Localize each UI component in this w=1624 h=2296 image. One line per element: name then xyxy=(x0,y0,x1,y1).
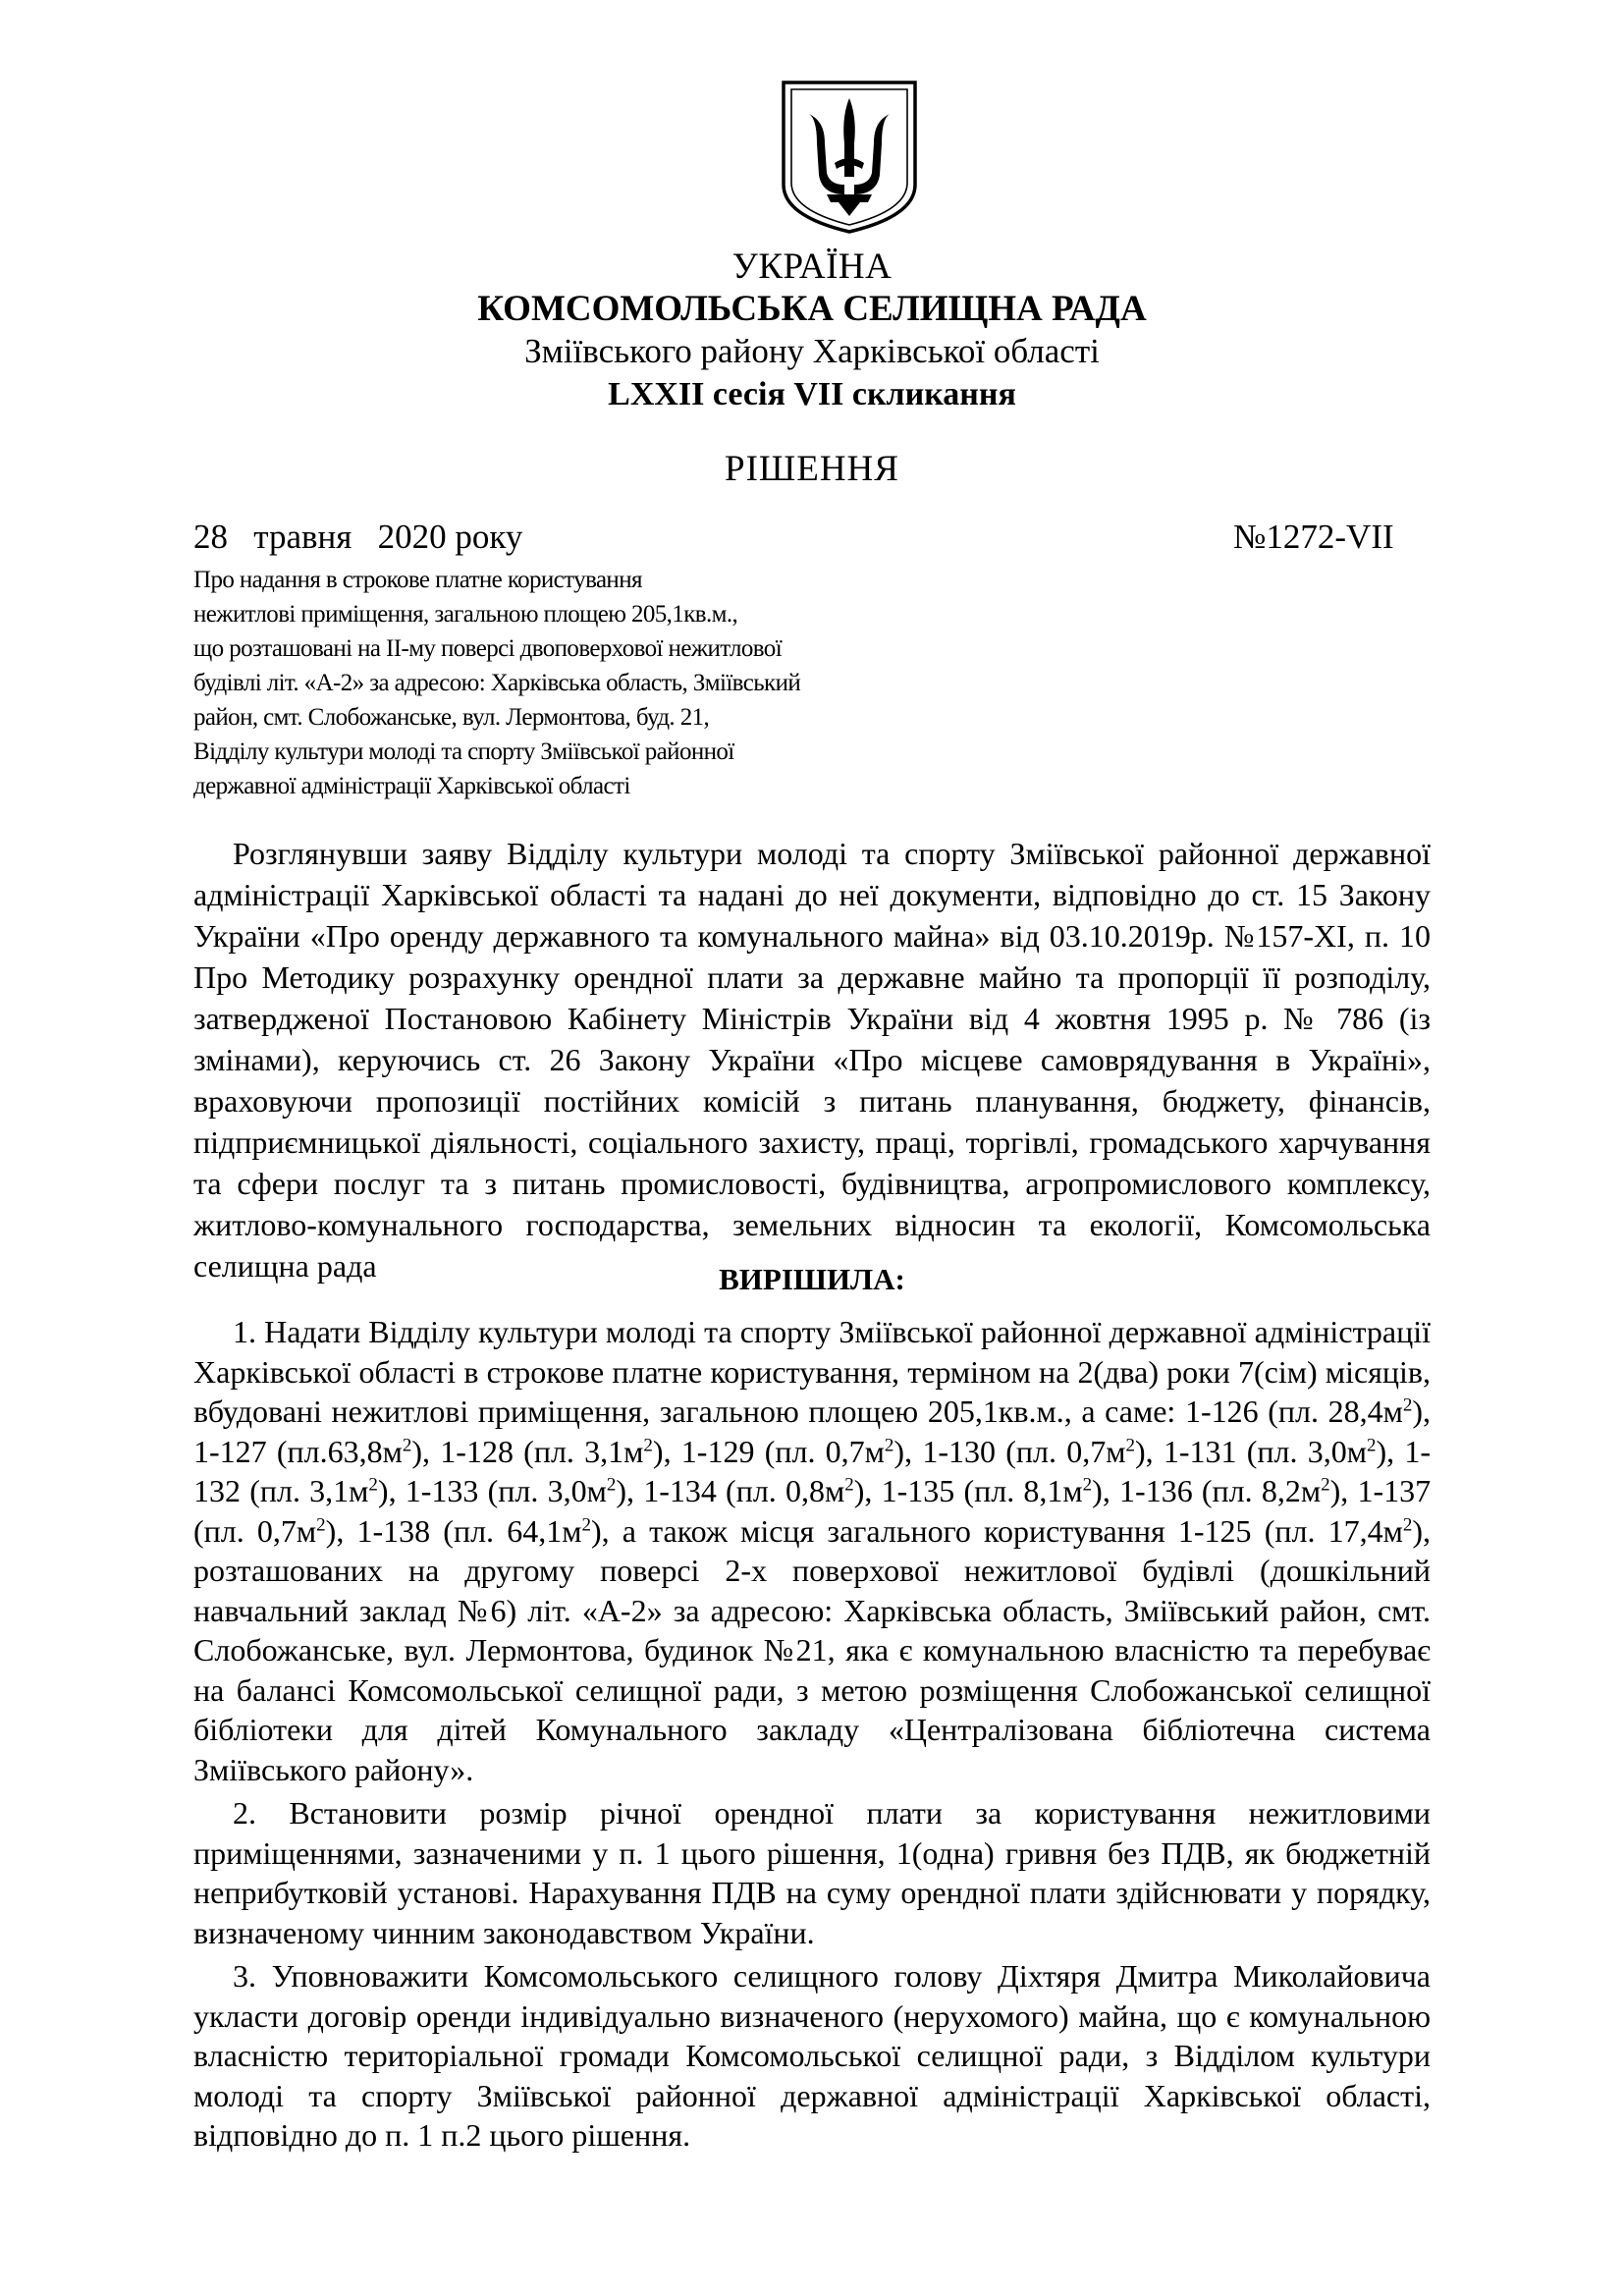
room-area: 1-128 (пл. $3,1м^2$), xyxy=(440,1433,681,1469)
decision-items xyxy=(193,1312,1431,2159)
room-area: 1-133 (пл. $3,0м^2$), xyxy=(405,1473,644,1508)
room-area: 1-132 (пл. $3,1м^2$), xyxy=(193,1433,1431,1508)
council-name: КОМСОМОЛЬСЬКА СЕЛИЩНА РАДА xyxy=(477,289,1147,329)
district-name: Зміївського району Харківської області xyxy=(524,332,1100,370)
preamble-paragraph: Розглянувши заяву Відділу культури молоді та спорту Зміївської районної державної адміністрації Харківської області та надані до неї документи, відповідно до ст. 15 Закону України «Про оренду державного та комунального майна» від 03.10.2019р. №157-ХІ, п. 10 Про Методику розрахунку орендної плати за державне майно та пропорції її розподілу, затвердженої Постановою Кабінету Міністрів України від 4 жовтня 1995 р. № 786 (із змінами), керуючись ст. 26 Закону України «Про місцеве самоврядування в Україні», враховуючи пропозиції постійних комісій з питань планування, бюджету, фінансів, підприємницької діяльності, соціального захисту, праці, торгівлі, громадського харчування та сфери послуг та з питань промисловості, будівництва, агропромислового комплексу, житлово-комунального господарства, земельних відносин та екології, Комсомольська селищна рада xyxy=(193,836,1431,1284)
subject-line: нежитлові приміщення, загальною площею 205,1кв.м., xyxy=(193,601,738,628)
subject-line: Відділу культури молоді та спорту Зміївської районної xyxy=(193,738,734,765)
country-name: УКРАЇНА xyxy=(731,246,893,287)
room-area: 1-134 (пл. $0,8м^2$), xyxy=(643,1473,882,1508)
subject-line: що розташовані на ІІ-му поверсі двоповерхової нежитлової xyxy=(193,635,783,662)
room-area: 1-130 (пл. $0,7м^2$), xyxy=(922,1433,1164,1469)
decision-item-3: 3. Уповноважити Комсомольського селищного голову Діхтяря Дмитра Миколайовича укласти договір оренди індивідуально визначеного (нерухомого) майна, що є комунальною власністю територіальної громади Комсомольської селищної ради, з Відділом культури молоді та спорту Зміївської районної державної адміністрації Харківської області, відповідно до п. 1 п.2 цього рішення. xyxy=(193,1958,1431,2153)
room-area: 1-136 (пл. $8,2м^2$), xyxy=(1119,1473,1358,1508)
item-1-intro: 1. Надати Відділу культури молоді та спорту Зміївської районної державної адміністрації Харківської області в строкове платне користування, терміном на 2(два) роки 7(сім) місяців, вбудовані нежитлові приміщення, загальною площею 205,1кв.м., а саме: xyxy=(193,1314,1431,1429)
decision-date: 28 травня 2020 року xyxy=(193,518,523,556)
room-area: 1-131 (пл. $3,0м^2$), xyxy=(1163,1433,1405,1469)
room-area: 1-138 (пл. $64,1м^2$), xyxy=(356,1512,623,1549)
room-area: 1-137 (пл. $0,7м^2$), xyxy=(193,1473,1432,1549)
decision-item-1 xyxy=(193,1312,1431,1789)
subject-line: район, смт. Слобожанське, вул. Лермонтова, буд. 21, xyxy=(193,704,710,731)
decision-subject xyxy=(193,563,940,803)
room-area: 1-127 $(пл.63,8м^2)$, xyxy=(193,1433,441,1469)
subject-line: будівлі літ. «А-2» за адресою: Харківська область, Зміївський xyxy=(193,670,801,696)
common-area: а також місця загального користування 1-125 (пл. $17,4м^2$), розташованих на другому поверсі 2-х поверхової нежитлової будівлі (дошкільний навчальний заклад №6) літ. «А-2» за адресою: Харківська область, Зміївський район, смт. Слобожанське, вул. Лермонтова, будинок №21, яка є комунальною власністю та перебуває на балансі Комсомольської селищної ради, з метою розміщення Слобожанської селищної бібліотеки для дітей Комунального закладу «Централізована бібліотечна система Зміївського району». xyxy=(193,1512,1431,1787)
coat-of-arms-trident-icon xyxy=(776,79,923,236)
decision-item-2: 2. Встановити розмір річної орендної плати за користування нежитловими приміщеннями, зазначеними у п. 1 цього рішення, 1(одна) гривня без ПДВ, як бюджетній неприбутковій установі. Нарахування ПДВ на суму орендної плати здійснювати у порядку, визначеному чинним законодавством України. xyxy=(193,1795,1431,1950)
room-area: 1-129 (пл. $0,7м^2$), xyxy=(680,1433,923,1469)
decision-number: №1272-VII xyxy=(1233,518,1394,556)
document-type: РІШЕННЯ xyxy=(725,449,899,489)
session-title: LXXII сесія VII скликання xyxy=(608,376,1016,412)
subject-line: Про надання в строкове платне користування xyxy=(193,567,642,593)
room-area: 1-126 (пл. $28,4м^2$), xyxy=(1184,1394,1432,1429)
room-area: 1-135 (пл. $8,1м^2$), xyxy=(881,1473,1120,1508)
resolved-heading: ВИРІШИЛА: xyxy=(719,1262,905,1296)
subject-line: державної адміністрації Харківської області xyxy=(193,773,630,799)
